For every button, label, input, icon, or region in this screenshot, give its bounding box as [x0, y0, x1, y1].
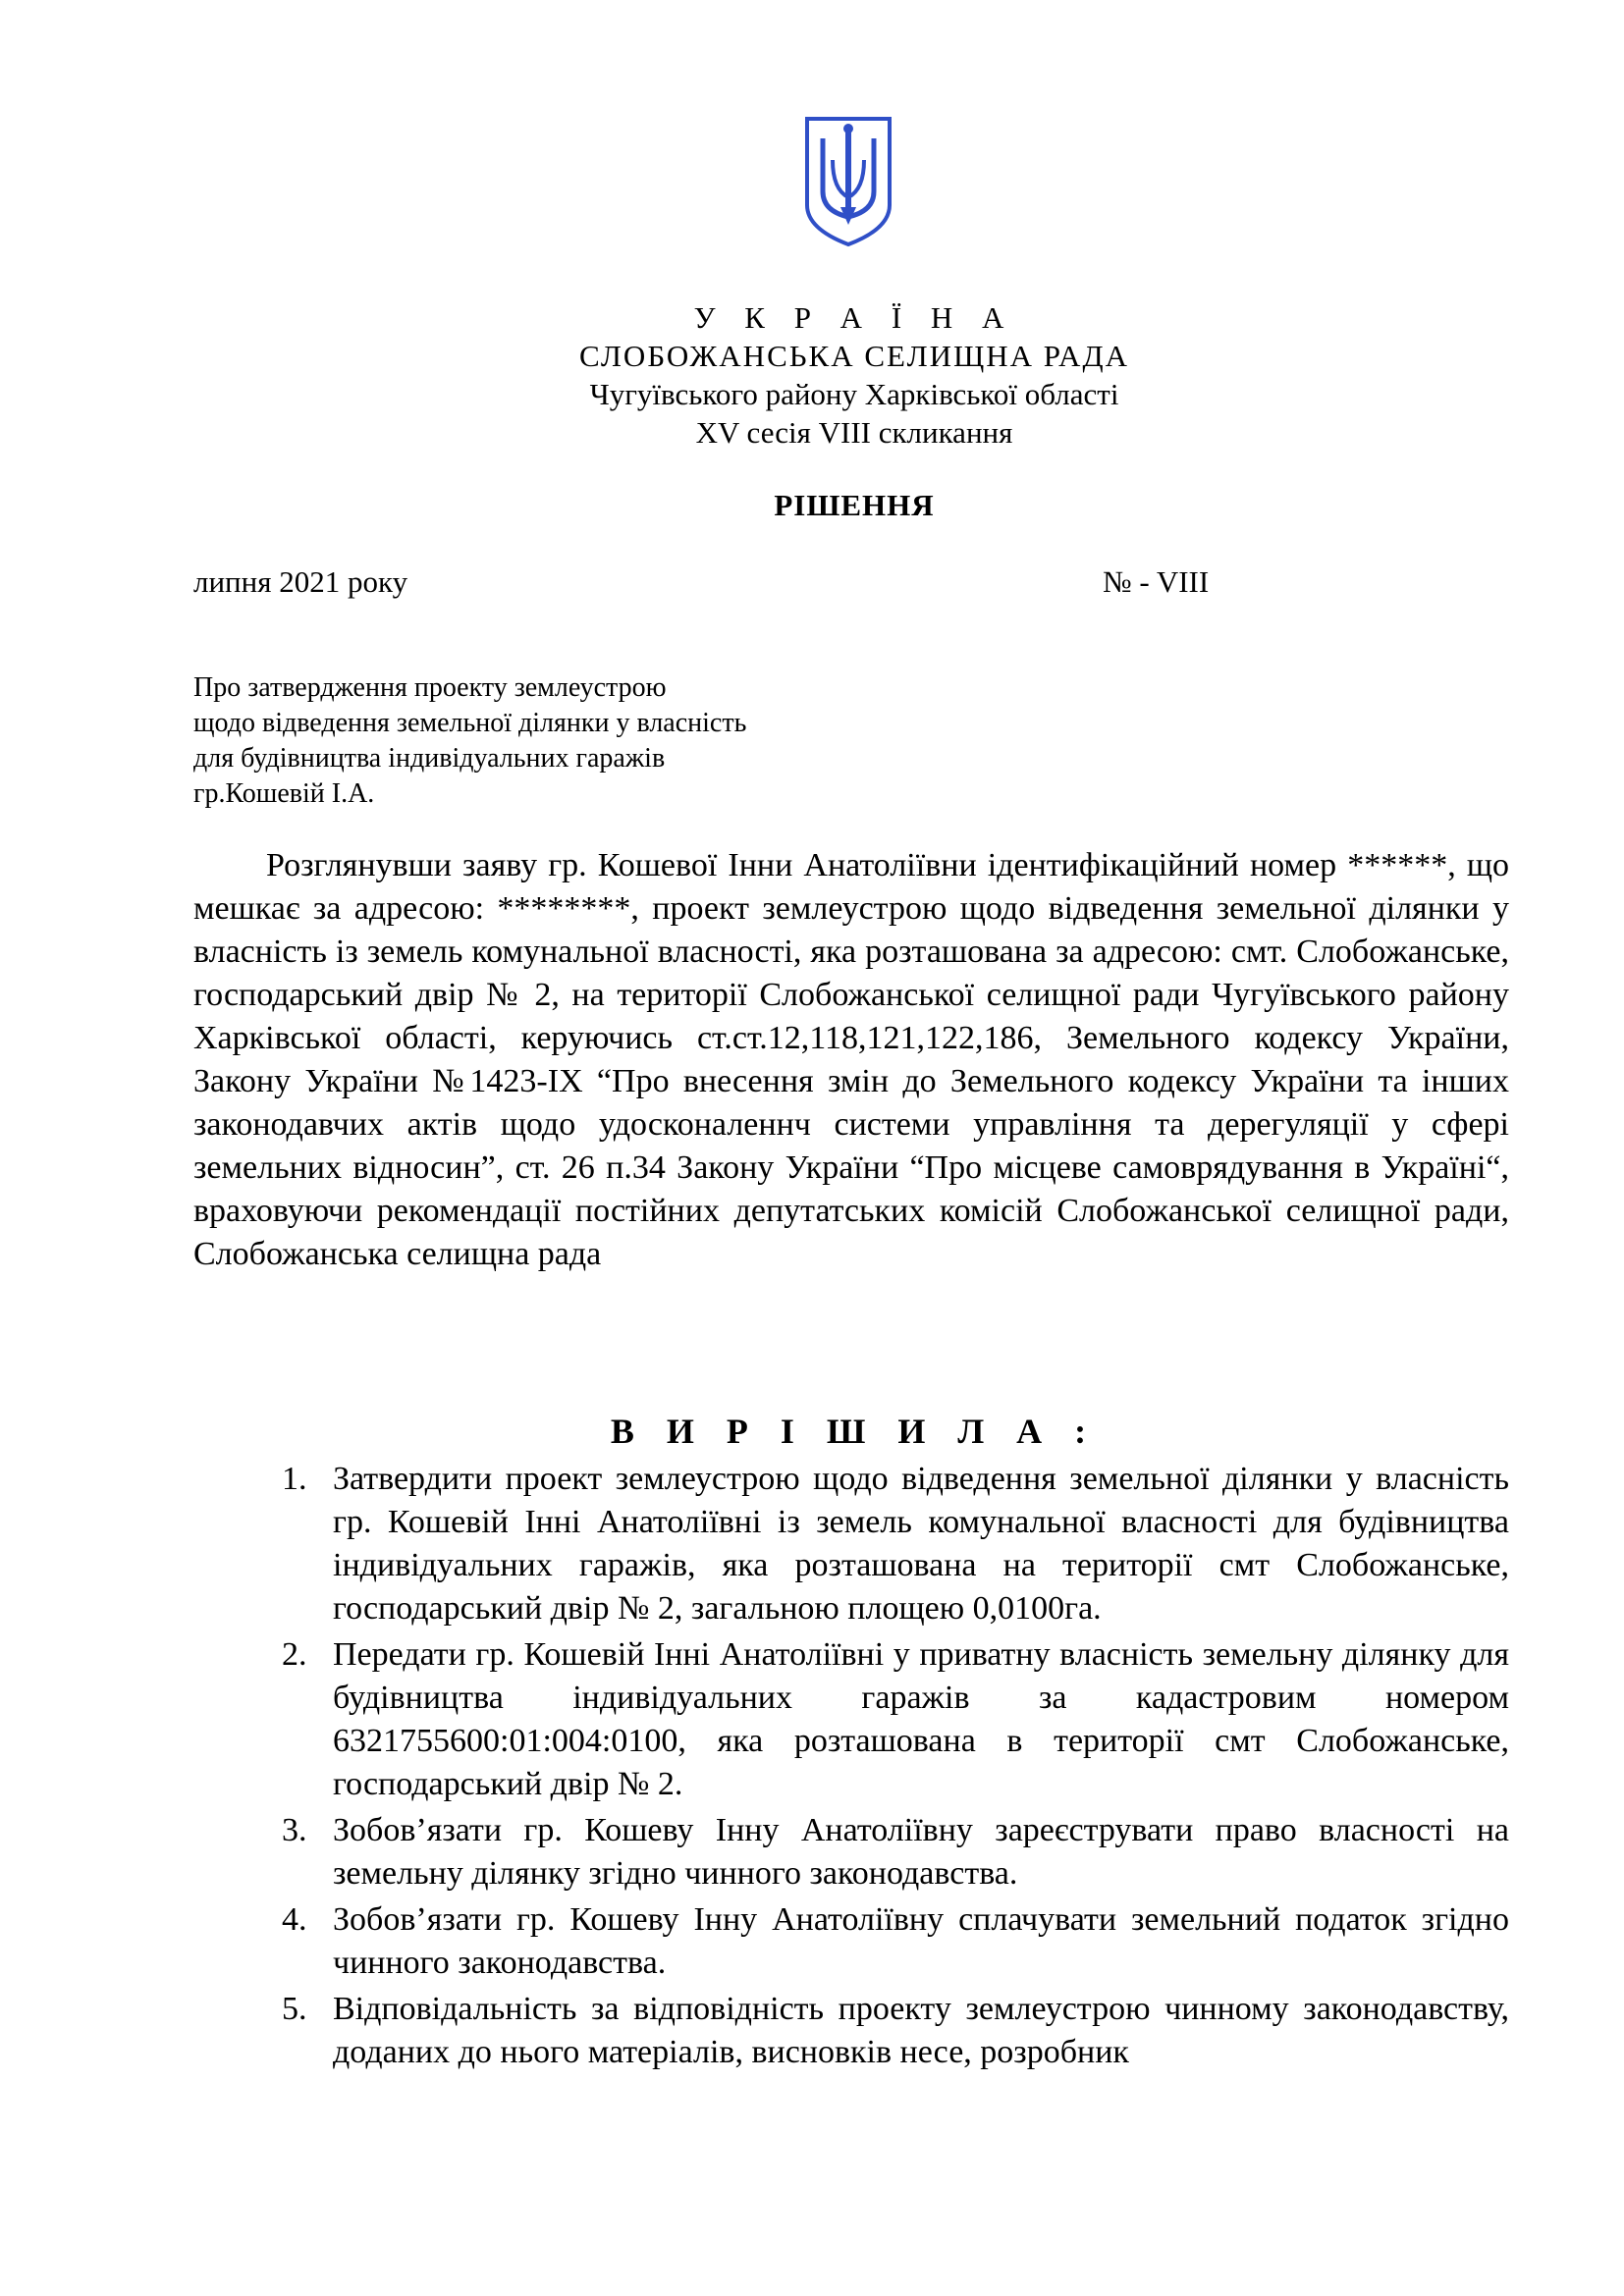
item-text: Зобов’язати гр. Кошеву Інну Анатоліївну сплачувати земельний податок згідно чинного законодавства.: [333, 1901, 1509, 1981]
document-title: РІШЕННЯ: [774, 488, 935, 522]
list-item: [282, 1633, 1509, 1806]
decision-subject: [193, 670, 900, 812]
item-number: 2.: [282, 1636, 307, 1673]
list-item: [282, 1898, 1509, 1985]
council-name: СЛОБОЖАНСЬКА СЕЛИЩНА РАДА: [579, 339, 1129, 373]
item-text: Затвердити проект землеустрою щодо відведення земельної ділянки у власність гр. Кошевій Інні Анатоліївні із земель комунальної власності для будівництва індивідуальних гаражів, яка розташована на території смт Слобожанське, господарський двір № 2, загальною площею 0,0100га.: [333, 1461, 1509, 1627]
list-item: [282, 1458, 1509, 1630]
decisions-list: [282, 1458, 1509, 2077]
subject-line: Про затвердження проекту землеустрою: [193, 672, 667, 703]
subject-line: для будівництва індивідуальних гаражів: [193, 743, 666, 774]
item-number: 5.: [282, 1991, 307, 2027]
item-text: Відповідальність за відповідність проекту землеустрою чинному законодавству, доданих до нього матеріалів, висновків несе, розробник: [333, 1991, 1509, 2070]
decision-number: № - VIII: [1103, 564, 1210, 599]
item-text: Передати гр. Кошевій Інні Анатоліївні у приватну власність земельну ділянку для будівництва індивідуальних гаражів за кадастровим номером 6321755600:01:004:0100, яка розташована в території смт Слобожанське, господарський двір № 2.: [333, 1636, 1509, 1802]
decision-date: липня 2021 року: [193, 564, 408, 599]
item-number: 1.: [282, 1461, 307, 1497]
subject-line: гр.Кошевій І.А.: [193, 778, 375, 809]
preamble-paragraph: Розглянувши заяву гр. Кошевої Інни Анатоліївни ідентифікаційний номер ******, що мешкає за адресою: ********, проект землеустрою щодо відведення земельної ділянки у власність із земель комунальної власності, яка розташована за адресою: смт. Слобожанське, господарський двір № 2, на території Слобожанської селищної ради Чугуївського району Харківської області, керуючись ст.ст.12,118,121,122,186, Земельного кодексу України, Закону України №1423-IX “Про внесення змін до Земельного кодексу України та інших законодавчих актів щодо удосконаленнч системи управління та дерегуляції у сфері земельних відносин”, ст. 26 п.34 Закону України “Про місцеве самоврядування в Україні“, враховуючи рекомендації постійних депутатських комісій Слобожанської селищної ради, Слобожанська селищна рада: [193, 847, 1509, 1272]
list-item: [282, 1809, 1509, 1896]
item-number: 3.: [282, 1812, 307, 1848]
subject-line: щодо відведення земельної ділянки у власність: [193, 708, 747, 738]
item-number: 4.: [282, 1901, 307, 1938]
item-text: Зобов’язати гр. Кошеву Інну Анатоліївну зареєструвати право власності на земельну ділянку згідно чинного законодавства.: [333, 1812, 1509, 1892]
list-item: [282, 1988, 1509, 2074]
session-name: XV сесія VIII скликання: [695, 415, 1013, 450]
country-name: У К Р А Ї Н А: [693, 300, 1015, 335]
decided-heading: В И Р І Ш И Л А :: [610, 1412, 1099, 1451]
district-name: Чугуївського району Харківської області: [589, 377, 1119, 411]
trident-coat-of-arms-icon: [803, 115, 893, 248]
